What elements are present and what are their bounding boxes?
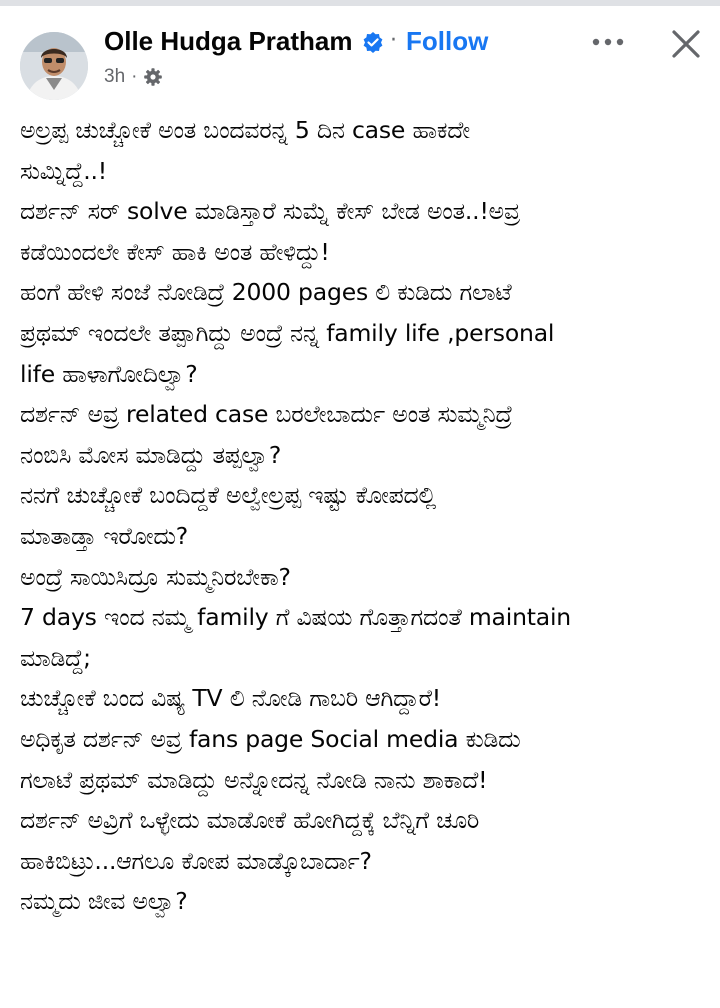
avatar-image — [20, 32, 88, 100]
verified-badge-icon — [362, 31, 384, 53]
post-meta — [104, 66, 163, 88]
post-text-line: ಪ್ರಥಮ್ ಇಂದಲೇ ತಪ್ಪಾಗಿದ್ದು ಅಂದ್ರೆ ನನ್ನ family life ,personal — [20, 318, 555, 347]
post-text-line: ಗಲಾಟೆ ಪ್ರಥಮ್ ಮಾಡಿದ್ದು ಅನ್ನೋದನ್ನ ನೋಡಿ ನಾನು ಶಾಕಾದೆ! — [20, 765, 488, 794]
post-text-line: ಸುಮ್ನಿದ್ದೆ..! — [20, 156, 108, 185]
post-text-line: ಹಾಕಿಬಿಟ್ರು...ಆಗಲೂ ಕೋಪ ಮಾಡ್ಕೊಬಾರ್ದಾ? — [20, 846, 372, 875]
post-text-line: ಮಾಡಿದ್ದೆ; — [20, 643, 91, 672]
avatar[interactable] — [20, 32, 88, 100]
post-text-line: ಮಾತಾಡ್ತಾ ಇರೋದು? — [20, 521, 189, 550]
post-text-line: ಹಂಗೆ ಹೇಳಿ ಸಂಜೆ ನೋಡಿದ್ರೆ 2000 pages ಲಿ ಕುಡಿದು ಗಲಾಟೆ — [20, 278, 512, 307]
more-options-icon[interactable] — [584, 22, 632, 62]
post-text-line: ಅಲ್ರಪ್ಪ ಚುಚ್ಚೋಕೆ ಅಂತ ಬಂದವರನ್ನ 5 ದಿನ case ಹಾಕದೇ — [20, 116, 470, 144]
post-text-line: life ಹಾಳಾಗೋದಿಲ್ವಾ? — [20, 359, 198, 388]
post-time[interactable]: 3h — [104, 66, 126, 87]
post-text-line: 7 days ಇಂದ ನಮ್ಮ family ಗೆ ವಿಷಯ ಗೊತ್ತಾಗದಂತೆ maintain — [20, 603, 571, 632]
post-text-line: ನಂಬಿಸಿ ಮೋಸ ಮಾಡಿದ್ದು ತಪ್ಪಲ್ವಾ? — [20, 440, 282, 469]
post-text-line: ಕಡೆಯಿಂದಲೇ ಕೇಸ್ ಹಾಕಿ ಅಂತ ಹೇಳಿದ್ದು! — [20, 237, 330, 266]
header-dot-separator: · — [390, 28, 397, 53]
post-text-line: ಅಧಿಕೃತ ದರ್ಶನ್ ಅವ್ರ fans page Social media ಕುಡಿದು — [20, 724, 521, 753]
meta-dot-separator: · — [131, 66, 138, 87]
post-text — [20, 110, 710, 922]
post-text-line: ಅಂದ್ರೆ ಸಾಯಿಸಿದ್ರೂ ಸುಮ್ಮನಿರಬೇಕಾ? — [20, 562, 291, 591]
post-text-line: ದರ್ಶನ್ ಅವ್ರಿಗೆ ಒಳ್ಳೇದು ಮಾಡೋಕೆ ಹೋಗಿದ್ದಕ್ಕೆ ಬೆನ್ನಿಗೆ ಚೂರಿ — [20, 806, 480, 835]
post-text-line: ದರ್ಶನ್ ಸರ್ solve ಮಾಡಿಸ್ತಾರೆ ಸುಮ್ನೆ ಕೇಸ್ ಬೇಡ ಅಂತ..!ಅವ್ರ — [20, 197, 520, 226]
close-icon[interactable] — [664, 22, 708, 66]
gear-icon[interactable] — [143, 67, 163, 87]
post-text-line: ಚುಚ್ಚೋಕೆ ಬಂದ ವಿಷ್ಯ TV ಲಿ ನೋಡಿ ಗಾಬರಿ ಆಗಿದ್ದಾರೆ! — [20, 684, 441, 713]
follow-button[interactable]: Follow — [406, 26, 489, 56]
post-text-line: ನಮ್ಮದು ಜೀವ ಅಲ್ವಾ? — [20, 887, 188, 916]
author-name[interactable]: Olle Hudga Pratham — [104, 26, 353, 56]
post-header — [0, 6, 720, 106]
post-text-line: ನನಗೆ ಚುಚ್ಚೋಕೆ ಬಂದಿದ್ದಕೆ ಅಲ್ವೇಲ್ರಪ್ಪ ಇಷ್ಟು ಕೋಪದಲ್ಲಿ — [20, 481, 437, 510]
post-text-line: ದರ್ಶನ್ ಅವ್ರ related case ಬರಲೇಬಾರ್ದು ಅಂತ ಸುಮ್ಮನಿದ್ರೆ — [20, 400, 513, 429]
